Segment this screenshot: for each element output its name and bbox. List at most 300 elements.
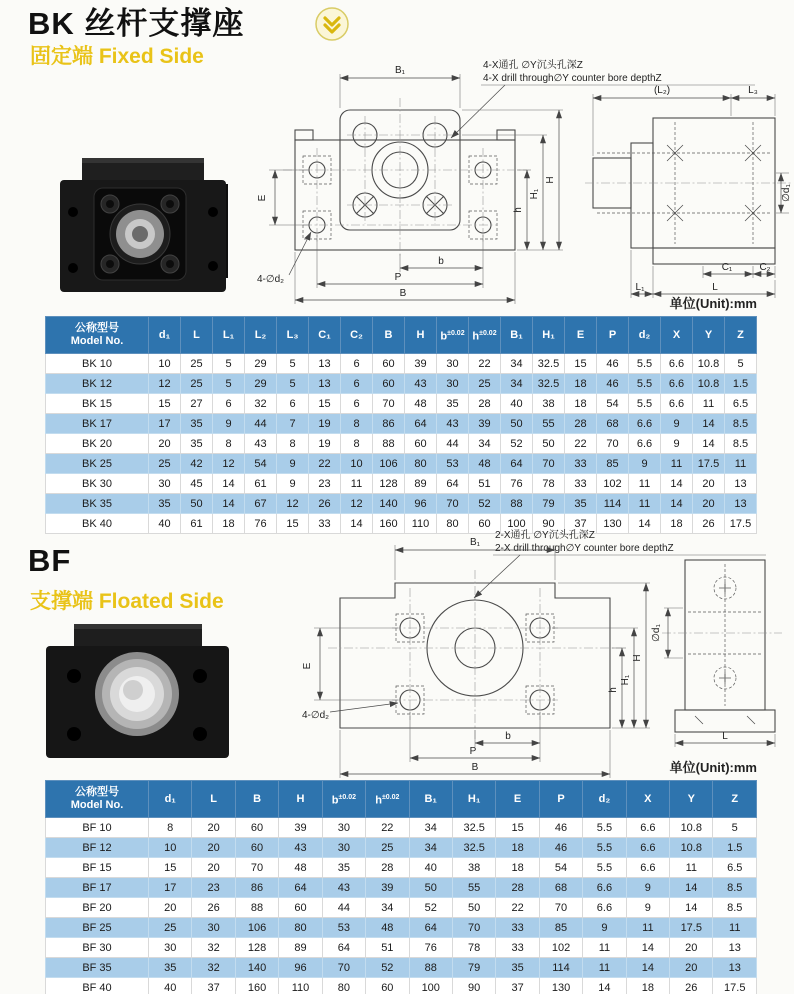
dimension-value-cell: 6.5 bbox=[713, 858, 757, 878]
column-header: Z bbox=[725, 317, 757, 354]
dimension-value-cell: 80 bbox=[279, 918, 322, 938]
dimension-value-cell: 11 bbox=[629, 474, 661, 494]
column-header: X bbox=[626, 781, 669, 818]
dimension-value-cell: 11 bbox=[629, 494, 661, 514]
model-no-cell: BK 10 bbox=[46, 354, 149, 374]
dimension-value-cell: 14 bbox=[629, 514, 661, 534]
table-row bbox=[46, 494, 757, 514]
dimension-value-cell: 70 bbox=[452, 918, 495, 938]
dimension-value-cell: 29 bbox=[245, 374, 277, 394]
column-header: C₁ bbox=[309, 317, 341, 354]
dimension-value-cell: 23 bbox=[192, 878, 235, 898]
dimension-value-cell: 6.6 bbox=[626, 818, 669, 838]
dimension-value-cell: 14 bbox=[626, 938, 669, 958]
dim-label-d2: 4-∅d₂ bbox=[302, 710, 330, 721]
dimension-value-cell: 20 bbox=[149, 434, 181, 454]
dimension-value-cell: 9 bbox=[583, 918, 626, 938]
column-header: d₁ bbox=[149, 317, 181, 354]
dimension-value-cell: 14 bbox=[661, 474, 693, 494]
dimension-value-cell: 50 bbox=[181, 494, 213, 514]
dimension-value-cell: 5.5 bbox=[583, 838, 626, 858]
dimension-value-cell: 8 bbox=[341, 414, 373, 434]
bk-section-subtitle: 固定端 Fixed Side bbox=[30, 45, 204, 68]
dimension-value-cell: 6.6 bbox=[626, 838, 669, 858]
dim-label-L: L bbox=[712, 282, 718, 293]
bk-section-title: BK 丝杆支撑座 bbox=[28, 6, 245, 41]
dimension-value-cell: 25 bbox=[181, 374, 213, 394]
column-header: $h^{\pm 0.02}$ bbox=[366, 781, 409, 818]
dimension-value-cell: 30 bbox=[437, 374, 469, 394]
dimension-value-cell: 22 bbox=[309, 454, 341, 474]
column-header: L₂ bbox=[245, 317, 277, 354]
dimension-value-cell: 10.8 bbox=[670, 838, 713, 858]
dim-label-b: b bbox=[505, 731, 511, 742]
dimension-value-cell: 60 bbox=[405, 434, 437, 454]
dimension-value-cell: 50 bbox=[409, 878, 452, 898]
dimension-value-cell: 70 bbox=[533, 454, 565, 474]
dimension-value-cell: 128 bbox=[235, 938, 278, 958]
bk-product-photo bbox=[52, 150, 234, 298]
dimension-value-cell: 28 bbox=[565, 414, 597, 434]
dimension-value-cell: 55 bbox=[452, 878, 495, 898]
dimension-value-cell: 17.5 bbox=[713, 978, 757, 994]
dim-label-d1: ∅d₁ bbox=[651, 624, 662, 642]
dimension-value-cell: 25 bbox=[149, 918, 192, 938]
model-no-cell: BF 15 bbox=[46, 858, 149, 878]
dimension-value-cell: 13 bbox=[309, 374, 341, 394]
dimension-value-cell: 11 bbox=[583, 938, 626, 958]
dimension-value-cell: 40 bbox=[409, 858, 452, 878]
dim-label-b: b bbox=[438, 256, 444, 267]
dim-label-C1: C₁ bbox=[721, 262, 733, 273]
dimension-value-cell: 48 bbox=[366, 918, 409, 938]
dimension-value-cell: 44 bbox=[437, 434, 469, 454]
column-header: B₁ bbox=[409, 781, 452, 818]
dimension-value-cell: 70 bbox=[539, 898, 582, 918]
dimension-value-cell: 35 bbox=[496, 958, 539, 978]
dimension-value-cell: 32 bbox=[192, 938, 235, 958]
dimension-value-cell: 18 bbox=[496, 838, 539, 858]
dimension-value-cell: 53 bbox=[322, 918, 365, 938]
dimension-value-cell: 64 bbox=[437, 474, 469, 494]
dimension-value-cell: 5.5 bbox=[629, 394, 661, 414]
dimension-value-cell: 50 bbox=[533, 434, 565, 454]
dimension-value-cell: 6.6 bbox=[583, 878, 626, 898]
bk-front-view-outline bbox=[295, 110, 515, 250]
column-header: H₁ bbox=[533, 317, 565, 354]
dimension-value-cell: 48 bbox=[469, 454, 501, 474]
dimension-value-cell: 14 bbox=[626, 958, 669, 978]
bf-header-row bbox=[46, 781, 757, 818]
dimension-value-cell: 130 bbox=[597, 514, 629, 534]
bk-header-row bbox=[46, 317, 757, 354]
dimension-value-cell: 100 bbox=[501, 514, 533, 534]
dimension-value-cell: 15 bbox=[149, 394, 181, 414]
dimension-value-cell: 128 bbox=[373, 474, 405, 494]
dimension-value-cell: 9 bbox=[277, 454, 309, 474]
dimension-value-cell: 22 bbox=[366, 818, 409, 838]
dimension-value-cell: 28 bbox=[366, 858, 409, 878]
dim-label-P: P bbox=[469, 746, 477, 757]
dimension-value-cell: 64 bbox=[409, 918, 452, 938]
model-no-cell: BF 40 bbox=[46, 978, 149, 994]
dimension-value-cell: 20 bbox=[670, 938, 713, 958]
dimension-value-cell: 110 bbox=[279, 978, 322, 994]
dimension-value-cell: 14 bbox=[341, 514, 373, 534]
dimension-value-cell: 48 bbox=[279, 858, 322, 878]
dimension-value-cell: 20 bbox=[192, 838, 235, 858]
column-header: C₂ bbox=[341, 317, 373, 354]
column-header: P bbox=[539, 781, 582, 818]
column-header: $h^{\pm 0.02}$ bbox=[469, 317, 501, 354]
dimension-value-cell: 8 bbox=[149, 818, 192, 838]
dimension-value-cell: 46 bbox=[597, 374, 629, 394]
table-row bbox=[46, 434, 757, 454]
dimension-value-cell: 6 bbox=[341, 374, 373, 394]
dimension-value-cell: 23 bbox=[309, 474, 341, 494]
dimension-value-cell: 52 bbox=[409, 898, 452, 918]
dimension-value-cell: 33 bbox=[565, 454, 597, 474]
model-no-cell: BF 12 bbox=[46, 838, 149, 858]
dimension-value-cell: 6.6 bbox=[661, 394, 693, 414]
dimension-value-cell: 5 bbox=[713, 818, 757, 838]
dimension-value-cell: 37 bbox=[192, 978, 235, 994]
dimension-value-cell: 90 bbox=[533, 514, 565, 534]
dimension-value-cell: 52 bbox=[366, 958, 409, 978]
dimension-value-cell: 67 bbox=[245, 494, 277, 514]
dimension-value-cell: 17.5 bbox=[670, 918, 713, 938]
column-header: d₁ bbox=[149, 781, 192, 818]
dimension-value-cell: 53 bbox=[437, 454, 469, 474]
dimension-value-cell: 9 bbox=[629, 454, 661, 474]
dimension-value-cell: 68 bbox=[539, 878, 582, 898]
dimension-value-cell: 14 bbox=[693, 414, 725, 434]
column-header: L₃ bbox=[277, 317, 309, 354]
dimension-value-cell: 37 bbox=[496, 978, 539, 994]
dimension-value-cell: 89 bbox=[405, 474, 437, 494]
dimension-value-cell: 6 bbox=[213, 394, 245, 414]
dimension-value-cell: 60 bbox=[373, 354, 405, 374]
dimension-value-cell: 8.5 bbox=[713, 878, 757, 898]
dimension-value-cell: 5.5 bbox=[583, 858, 626, 878]
dimension-value-cell: 14 bbox=[670, 878, 713, 898]
dimension-value-cell: 54 bbox=[539, 858, 582, 878]
table-row bbox=[46, 938, 757, 958]
table-row bbox=[46, 818, 757, 838]
bk-table-head bbox=[46, 317, 757, 354]
dimension-value-cell: 34 bbox=[469, 434, 501, 454]
dimension-value-cell: 35 bbox=[437, 394, 469, 414]
dimension-value-cell: 96 bbox=[279, 958, 322, 978]
dim-label-h: h bbox=[608, 687, 619, 693]
dimension-value-cell: 12 bbox=[341, 494, 373, 514]
dimension-value-cell: 5.5 bbox=[629, 374, 661, 394]
dimension-value-cell: 9 bbox=[626, 898, 669, 918]
dimension-value-cell: 25 bbox=[366, 838, 409, 858]
dimension-value-cell: 8 bbox=[213, 434, 245, 454]
dimension-value-cell: 5 bbox=[277, 354, 309, 374]
column-header: $b^{\pm 0.02}$ bbox=[322, 781, 365, 818]
dimension-value-cell: 9 bbox=[626, 878, 669, 898]
dimension-value-cell: 43 bbox=[322, 878, 365, 898]
dimension-value-cell: 6.6 bbox=[583, 898, 626, 918]
dimension-value-cell: 10 bbox=[149, 838, 192, 858]
dimension-value-cell: 8 bbox=[341, 434, 373, 454]
dim-label-P: P bbox=[394, 272, 402, 283]
bk-table-body bbox=[46, 354, 757, 534]
dimension-value-cell: 114 bbox=[539, 958, 582, 978]
dimension-value-cell: 33 bbox=[565, 474, 597, 494]
column-header: P bbox=[597, 317, 629, 354]
dimension-value-cell: 46 bbox=[539, 838, 582, 858]
dimension-value-cell: 40 bbox=[501, 394, 533, 414]
dimension-value-cell: 20 bbox=[192, 858, 235, 878]
dimension-value-cell: 5 bbox=[213, 374, 245, 394]
dimension-value-cell: 6 bbox=[341, 394, 373, 414]
model-no-cell: BK 35 bbox=[46, 494, 149, 514]
bk-note-cn: 4-X通孔 ∅Y沉头孔深Z bbox=[483, 60, 583, 71]
dimension-value-cell: 5 bbox=[725, 354, 757, 374]
dimension-value-cell: 55 bbox=[533, 414, 565, 434]
model-no-cell: BF 30 bbox=[46, 938, 149, 958]
dimension-value-cell: 10 bbox=[341, 454, 373, 474]
dimension-value-cell: 102 bbox=[597, 474, 629, 494]
model-no-cell: BK 17 bbox=[46, 414, 149, 434]
dimension-value-cell: 60 bbox=[373, 374, 405, 394]
dimension-value-cell: 45 bbox=[181, 474, 213, 494]
dimension-value-cell: 20 bbox=[693, 474, 725, 494]
dimension-value-cell: 30 bbox=[149, 474, 181, 494]
dimension-value-cell: 52 bbox=[501, 434, 533, 454]
dimension-value-cell: 43 bbox=[405, 374, 437, 394]
dimension-value-cell: 64 bbox=[501, 454, 533, 474]
dimension-value-cell: 89 bbox=[279, 938, 322, 958]
dimension-value-cell: 140 bbox=[235, 958, 278, 978]
dim-label-H: H bbox=[632, 654, 643, 662]
dimension-value-cell: 60 bbox=[235, 838, 278, 858]
dimension-value-cell: 28 bbox=[496, 878, 539, 898]
bk-spec-table bbox=[45, 316, 757, 534]
dimension-value-cell: 32.5 bbox=[533, 354, 565, 374]
dimension-value-cell: 8.5 bbox=[725, 434, 757, 454]
dimension-value-cell: 76 bbox=[409, 938, 452, 958]
bk-technical-drawing bbox=[255, 58, 794, 310]
dimension-value-cell: 35 bbox=[322, 858, 365, 878]
dimension-value-cell: 79 bbox=[452, 958, 495, 978]
column-header: X bbox=[661, 317, 693, 354]
dimension-value-cell: 50 bbox=[452, 898, 495, 918]
dimension-value-cell: 26 bbox=[309, 494, 341, 514]
dimension-value-cell: 60 bbox=[279, 898, 322, 918]
dimension-value-cell: 40 bbox=[149, 978, 192, 994]
dimension-value-cell: 15 bbox=[565, 354, 597, 374]
dimension-value-cell: 60 bbox=[366, 978, 409, 994]
dimension-value-cell: 11 bbox=[725, 454, 757, 474]
bf-front-centerlines bbox=[328, 570, 622, 740]
column-header: L bbox=[192, 781, 235, 818]
dimension-value-cell: 90 bbox=[452, 978, 495, 994]
dimension-value-cell: 6 bbox=[277, 394, 309, 414]
bf-technical-drawing bbox=[300, 528, 794, 788]
dimension-value-cell: 88 bbox=[373, 434, 405, 454]
dimension-value-cell: 13 bbox=[713, 958, 757, 978]
dimension-value-cell: 11 bbox=[693, 394, 725, 414]
dimension-value-cell: 38 bbox=[452, 858, 495, 878]
dimension-value-cell: 39 bbox=[279, 818, 322, 838]
table-row bbox=[46, 878, 757, 898]
dimension-value-cell: 20 bbox=[693, 494, 725, 514]
column-header: H bbox=[405, 317, 437, 354]
dimension-value-cell: 6 bbox=[341, 354, 373, 374]
dim-label-B1: B₁ bbox=[469, 537, 481, 548]
bf-unit-label: 单位(Unit):mm bbox=[669, 760, 757, 775]
dimension-value-cell: 102 bbox=[539, 938, 582, 958]
dimension-value-cell: 6.6 bbox=[626, 858, 669, 878]
dimension-value-cell: 13 bbox=[725, 474, 757, 494]
dimension-value-cell: 51 bbox=[469, 474, 501, 494]
column-header: Y bbox=[693, 317, 725, 354]
model-no-cell: BK 20 bbox=[46, 434, 149, 454]
dimension-value-cell: 51 bbox=[366, 938, 409, 958]
column-header: 公称型号 Model No. bbox=[46, 781, 149, 818]
dimension-value-cell: 64 bbox=[279, 878, 322, 898]
dimension-value-cell: 33 bbox=[496, 938, 539, 958]
dimension-value-cell: 14 bbox=[213, 494, 245, 514]
dimension-value-cell: 30 bbox=[322, 838, 365, 858]
model-no-cell: BK 15 bbox=[46, 394, 149, 414]
dimension-value-cell: 14 bbox=[693, 434, 725, 454]
dimension-value-cell: 12 bbox=[149, 374, 181, 394]
dimension-value-cell: 64 bbox=[322, 938, 365, 958]
bk-side-dimensions bbox=[593, 85, 792, 298]
dimension-value-cell: 14 bbox=[661, 494, 693, 514]
column-header: B bbox=[373, 317, 405, 354]
dimension-value-cell: 70 bbox=[437, 494, 469, 514]
dimension-value-cell: 106 bbox=[373, 454, 405, 474]
scroll-down-icon[interactable] bbox=[312, 4, 352, 44]
dimension-value-cell: 5.5 bbox=[629, 354, 661, 374]
dimension-value-cell: 19 bbox=[309, 434, 341, 454]
bf-note-en: 2-X drill through∅Y counter bore depthZ bbox=[495, 543, 674, 554]
dimension-value-cell: 76 bbox=[245, 514, 277, 534]
dimension-value-cell: 85 bbox=[539, 918, 582, 938]
dimension-value-cell: 130 bbox=[539, 978, 582, 994]
dim-label-H: H bbox=[545, 176, 556, 184]
model-no-cell: BF 25 bbox=[46, 918, 149, 938]
dimension-value-cell: 6.6 bbox=[629, 414, 661, 434]
dimension-value-cell: 80 bbox=[405, 454, 437, 474]
dim-label-H1: H₁ bbox=[529, 188, 540, 200]
model-no-cell: BF 17 bbox=[46, 878, 149, 898]
dimension-value-cell: 78 bbox=[533, 474, 565, 494]
table-row bbox=[46, 838, 757, 858]
dimension-value-cell: 33 bbox=[309, 514, 341, 534]
dimension-value-cell: 6.5 bbox=[725, 394, 757, 414]
dimension-value-cell: 11 bbox=[583, 958, 626, 978]
dimension-value-cell: 12 bbox=[213, 454, 245, 474]
dimension-value-cell: 60 bbox=[469, 514, 501, 534]
dimension-value-cell: 26 bbox=[693, 514, 725, 534]
dimension-value-cell: 110 bbox=[405, 514, 437, 534]
model-no-cell: BF 20 bbox=[46, 898, 149, 918]
column-header: E bbox=[496, 781, 539, 818]
dimension-value-cell: 80 bbox=[437, 514, 469, 534]
dimension-value-cell: 35 bbox=[149, 494, 181, 514]
dimension-value-cell: 11 bbox=[661, 454, 693, 474]
bf-product-photo bbox=[40, 618, 235, 768]
dimension-value-cell: 20 bbox=[192, 818, 235, 838]
dimension-value-cell: 5.5 bbox=[583, 818, 626, 838]
dim-label-h: h bbox=[513, 207, 524, 213]
dimension-value-cell: 8 bbox=[277, 434, 309, 454]
table-row bbox=[46, 918, 757, 938]
bf-table-body bbox=[46, 818, 757, 994]
column-header: 公称型号 Model No. bbox=[46, 317, 149, 354]
dimension-value-cell: 9 bbox=[661, 434, 693, 454]
column-header: H bbox=[279, 781, 322, 818]
dim-label-L: L bbox=[722, 731, 728, 742]
dimension-value-cell: 13 bbox=[309, 354, 341, 374]
dimension-value-cell: 42 bbox=[181, 454, 213, 474]
dimension-value-cell: 61 bbox=[245, 474, 277, 494]
dimension-value-cell: 5 bbox=[277, 374, 309, 394]
dimension-value-cell: 25 bbox=[149, 454, 181, 474]
bf-spec-table bbox=[45, 780, 757, 994]
bk-unit-label: 单位(Unit):mm bbox=[669, 296, 757, 311]
column-header: B bbox=[235, 781, 278, 818]
dimension-value-cell: 50 bbox=[501, 414, 533, 434]
dimension-value-cell: 20 bbox=[670, 958, 713, 978]
column-header: L₁ bbox=[213, 317, 245, 354]
dimension-value-cell: 70 bbox=[322, 958, 365, 978]
table-row bbox=[46, 474, 757, 494]
leader-line bbox=[474, 555, 520, 598]
dimension-value-cell: 88 bbox=[409, 958, 452, 978]
dimension-value-cell: 34 bbox=[409, 838, 452, 858]
dimension-value-cell: 30 bbox=[322, 818, 365, 838]
model-no-cell: BF 35 bbox=[46, 958, 149, 978]
dimension-value-cell: 46 bbox=[597, 354, 629, 374]
dimension-value-cell: 37 bbox=[565, 514, 597, 534]
dimension-value-cell: 160 bbox=[373, 514, 405, 534]
dim-label-L2: (L₂) bbox=[653, 85, 671, 96]
column-header: d₂ bbox=[629, 317, 661, 354]
dimension-value-cell: 11 bbox=[341, 474, 373, 494]
column-header: B₁ bbox=[501, 317, 533, 354]
dimension-value-cell: 38 bbox=[533, 394, 565, 414]
dimension-value-cell: 35 bbox=[181, 414, 213, 434]
column-header: $b^{\pm 0.02}$ bbox=[437, 317, 469, 354]
dimension-value-cell: 11 bbox=[670, 858, 713, 878]
dimension-value-cell: 88 bbox=[501, 494, 533, 514]
dimension-value-cell: 25 bbox=[469, 374, 501, 394]
column-header: d₂ bbox=[583, 781, 626, 818]
dimension-value-cell: 32.5 bbox=[452, 838, 495, 858]
dimension-value-cell: 43 bbox=[437, 414, 469, 434]
table-row bbox=[46, 394, 757, 414]
dim-label-C2: C₂ bbox=[759, 262, 771, 273]
dimension-value-cell: 10 bbox=[149, 354, 181, 374]
dimension-value-cell: 14 bbox=[583, 978, 626, 994]
table-row bbox=[46, 374, 757, 394]
dimension-value-cell: 22 bbox=[469, 354, 501, 374]
model-no-cell: BK 12 bbox=[46, 374, 149, 394]
dimension-value-cell: 17.5 bbox=[725, 514, 757, 534]
table-row bbox=[46, 898, 757, 918]
dim-label-L3: L₃ bbox=[748, 85, 758, 96]
dimension-value-cell: 14 bbox=[213, 474, 245, 494]
dimension-value-cell: 11 bbox=[713, 918, 757, 938]
